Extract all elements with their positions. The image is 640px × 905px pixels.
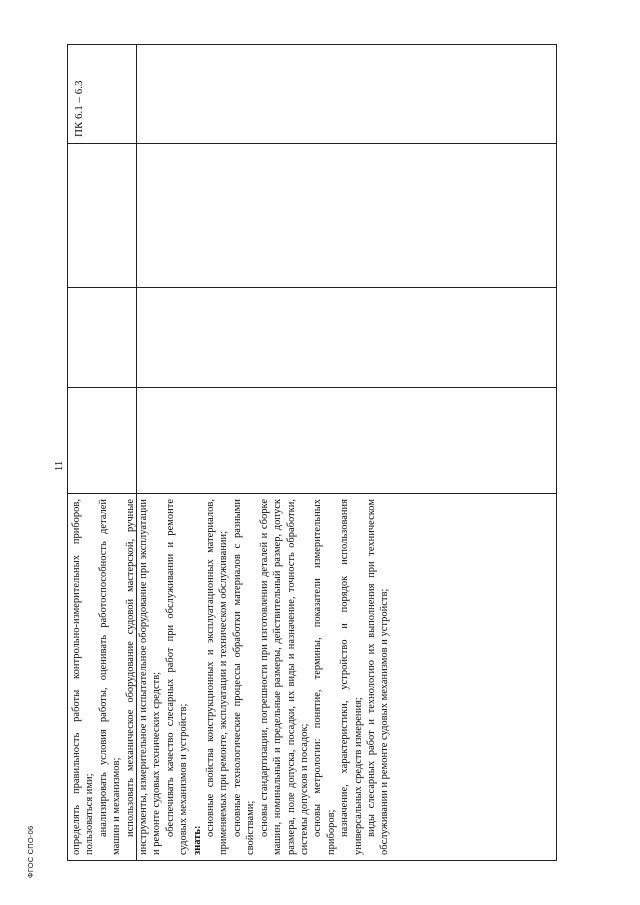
content-line: основные свойства конструкционных и эксплуатационных материалов, применяемых при ремонте, эксплуатации и техническом обслуживании; xyxy=(205,499,230,855)
content-line: анализировать условия работы, оценивать работоспособность деталей машин и механизмов; xyxy=(97,499,123,855)
row-divider-3 xyxy=(68,387,556,388)
competency-code-cell: ПК 6.1 – 6.3 xyxy=(73,80,85,137)
row-divider-4 xyxy=(68,493,556,494)
skills-knowledge-cell xyxy=(68,493,391,861)
content-line: назначение, характеристики, устройство и порядок использования универсальных средств измерения; xyxy=(339,499,364,855)
content-line: использовать механическое оборудование судовой мастерской, ручные инструменты, измерительное и испытательное оборудование при эксплуатации и ремонте судовых технических средств; xyxy=(124,499,163,855)
page-number: 11 xyxy=(53,460,65,472)
content-line: основы стандартизации, погрешности при изготовлении деталей и сборке машин, номинальный и предельные размеры, действительный размер, допуск размера, поле допуска, посадки, их виды и назначение, точность обработки, системы допусков и посадок; xyxy=(258,499,310,855)
row-divider-2 xyxy=(68,287,556,288)
footer-document-code: ФГОС СПО-06 xyxy=(26,825,35,878)
content-line: обеспечивать качество слесарных работ при обслуживании и ремонте судовых механизмов и устройств; xyxy=(164,499,190,855)
content-line: основные технологические процессы обработки материалов с разными свойствами; xyxy=(231,499,257,855)
section-heading-know: знать: xyxy=(191,825,203,855)
content-line: виды слесарных работ и технологию их выполнения при техническом обслуживании и ремонте судовых механизмов и устройств; xyxy=(365,499,391,855)
content-line: основы метрологии: понятие, термины, показатели измерительных приборов; xyxy=(312,499,337,855)
competency-table xyxy=(67,44,557,861)
content-line: определять правильность работы контрольно-измерительных приборов, пользоваться ими; xyxy=(71,499,96,855)
row-divider-1 xyxy=(68,143,556,144)
